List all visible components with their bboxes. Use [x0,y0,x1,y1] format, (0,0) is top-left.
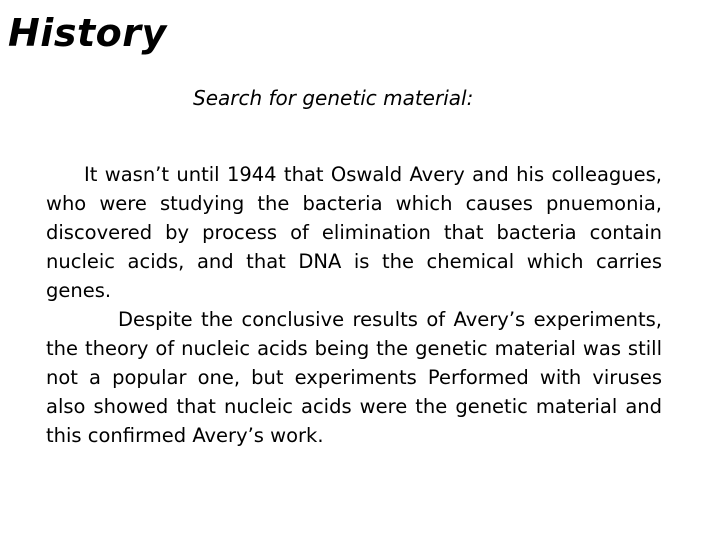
slide-title: History [8,11,167,55]
slide-subtitle: Search for genetic material: [193,86,474,110]
paragraph-avery-discovery: It wasn’t until 1944 that Oswald Avery and his colleagues, who were studying the bacteria which causes pnuemonia, discovered by process of elimination that bacteria contain nucleic acids, and that DNA is the chemical which carries genes. [46,163,662,302]
body-text [46,160,662,450]
paragraph-virus-experiments: Despite the conclusive results of Avery’s experiments, the theory of nucleic acids being the genetic material was still not a popular one, but experiments Performed with viruses also showed that nucleic acids were the genetic material and this confirmed Avery’s work. [46,308,662,447]
